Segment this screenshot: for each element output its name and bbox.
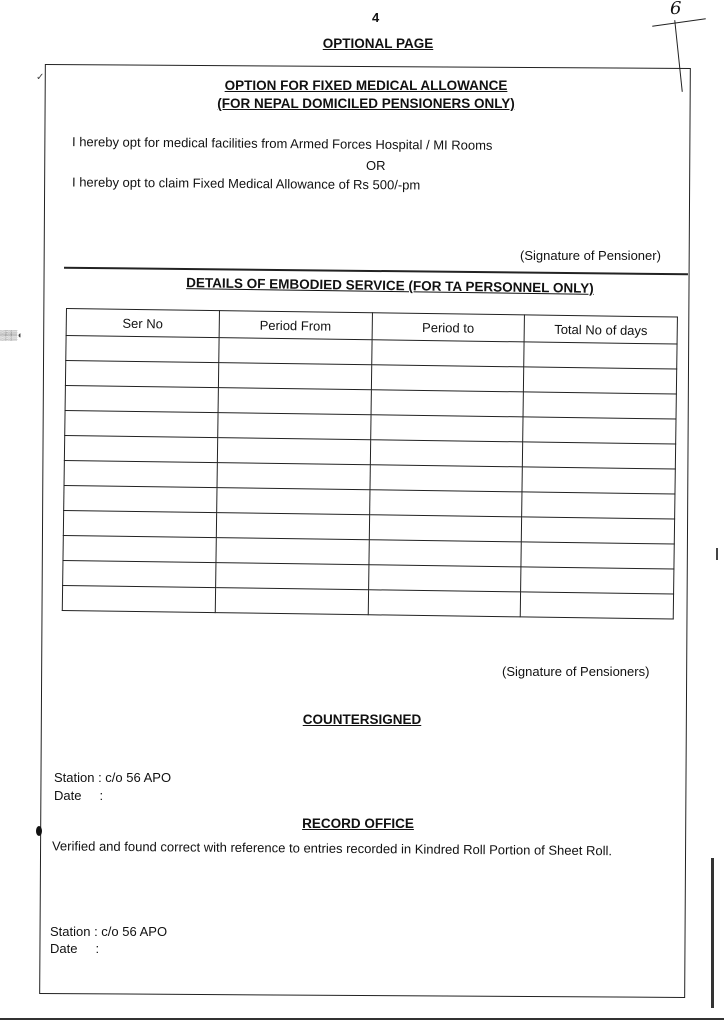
table-cell[interactable] — [521, 567, 674, 594]
col-period-to: Period to — [372, 313, 525, 342]
table-cell[interactable] — [369, 490, 522, 517]
table-cell[interactable] — [219, 338, 372, 365]
table-cell[interactable] — [65, 410, 218, 437]
table-cell[interactable] — [368, 540, 521, 567]
embodied-service-table — [62, 308, 678, 620]
table-cell[interactable] — [371, 365, 524, 392]
table-cell[interactable] — [522, 492, 675, 519]
table-cell[interactable] — [218, 363, 371, 390]
table-cell[interactable] — [217, 438, 370, 465]
table-cell[interactable] — [369, 465, 522, 492]
pensioner-signature-label: (Signature of Pensioner) — [520, 248, 661, 263]
scan-edge-bar — [711, 858, 714, 1008]
page-number: 4 — [372, 10, 380, 25]
table-cell[interactable] — [63, 510, 216, 537]
table-cell[interactable] — [522, 517, 675, 544]
table-cell[interactable] — [370, 440, 523, 467]
table-cell[interactable] — [524, 342, 677, 369]
record-office-date: Date : — [50, 941, 100, 956]
option-fixed-allowance: I hereby opt to claim Fixed Medical Allowance of Rs 500/-pm — [71, 174, 421, 193]
table-cell[interactable] — [368, 590, 521, 617]
table-cell[interactable] — [523, 417, 676, 444]
col-ser-no: Ser No — [66, 309, 219, 338]
punch-hole-mark — [36, 826, 42, 836]
table-cell[interactable] — [216, 513, 369, 540]
table-cell[interactable] — [66, 336, 219, 363]
scan-smudge: ▒▒▒ ◐ — [0, 330, 23, 340]
record-office-heading: RECORD OFFICE — [302, 816, 414, 831]
table-cell[interactable] — [63, 560, 216, 587]
scan-edge-mark — [716, 548, 718, 560]
col-total-days: Total No of days — [524, 315, 677, 344]
record-office-station: Station : c/o 56 APO — [50, 924, 168, 939]
table-cell[interactable] — [64, 460, 217, 487]
section1-heading-line2: (FOR NEPAL DOMICILED PENSIONERS ONLY) — [217, 96, 515, 111]
table-cell[interactable] — [368, 565, 521, 592]
page-title: OPTIONAL PAGE — [322, 36, 434, 51]
table-cell[interactable] — [216, 488, 369, 515]
table-cell[interactable] — [64, 435, 217, 462]
table-cell[interactable] — [524, 367, 677, 394]
col-period-from: Period From — [219, 311, 372, 340]
table-cell[interactable] — [64, 485, 217, 512]
table-cell[interactable] — [215, 563, 368, 590]
table-cell[interactable] — [521, 542, 674, 569]
table-cell[interactable] — [63, 535, 216, 562]
table-cell[interactable] — [217, 463, 370, 490]
table-body — [62, 336, 677, 620]
section2-heading: DETAILS OF EMBODIED SERVICE (FOR TA PERSONNEL ONLY) — [186, 275, 594, 296]
countersigned-date: Date : — [54, 788, 104, 803]
table-cell[interactable] — [215, 588, 368, 615]
option-medical-facilities: I hereby opt for medical facilities from Armed Forces Hospital / MI Rooms — [71, 134, 493, 153]
table-cell[interactable] — [369, 515, 522, 542]
table-cell[interactable] — [65, 361, 218, 388]
table-cell[interactable] — [371, 390, 524, 417]
section1-heading-line1: OPTION FOR FIXED MEDICAL ALLOWANCE — [224, 78, 508, 93]
table-cell[interactable] — [371, 340, 524, 367]
countersigned-station: Station : c/o 56 APO — [54, 770, 172, 785]
table-cell[interactable] — [522, 467, 675, 494]
table-cell[interactable] — [370, 415, 523, 442]
table-cell[interactable] — [523, 392, 676, 419]
scan-bottom-edge — [0, 1018, 724, 1020]
handwritten-stroke — [652, 18, 706, 27]
table-cell[interactable] — [523, 442, 676, 469]
verification-text: Verified and found correct with reference to entries recorded in Kindred Roll Portion of Sheet Roll. — [51, 838, 613, 859]
or-separator: OR — [366, 158, 386, 173]
handwritten-page-mark: 6 — [670, 0, 682, 19]
table-cell[interactable] — [520, 592, 673, 619]
scan-mark: ✓ — [36, 72, 45, 83]
countersigned-heading: COUNTERSIGNED — [302, 712, 422, 727]
table-cell[interactable] — [216, 538, 369, 565]
pensioners-signature-label: (Signature of Pensioners) — [502, 664, 650, 679]
table-cell[interactable] — [218, 388, 371, 415]
table-cell[interactable] — [62, 585, 215, 612]
table-cell[interactable] — [217, 413, 370, 440]
table-cell[interactable] — [65, 385, 218, 412]
